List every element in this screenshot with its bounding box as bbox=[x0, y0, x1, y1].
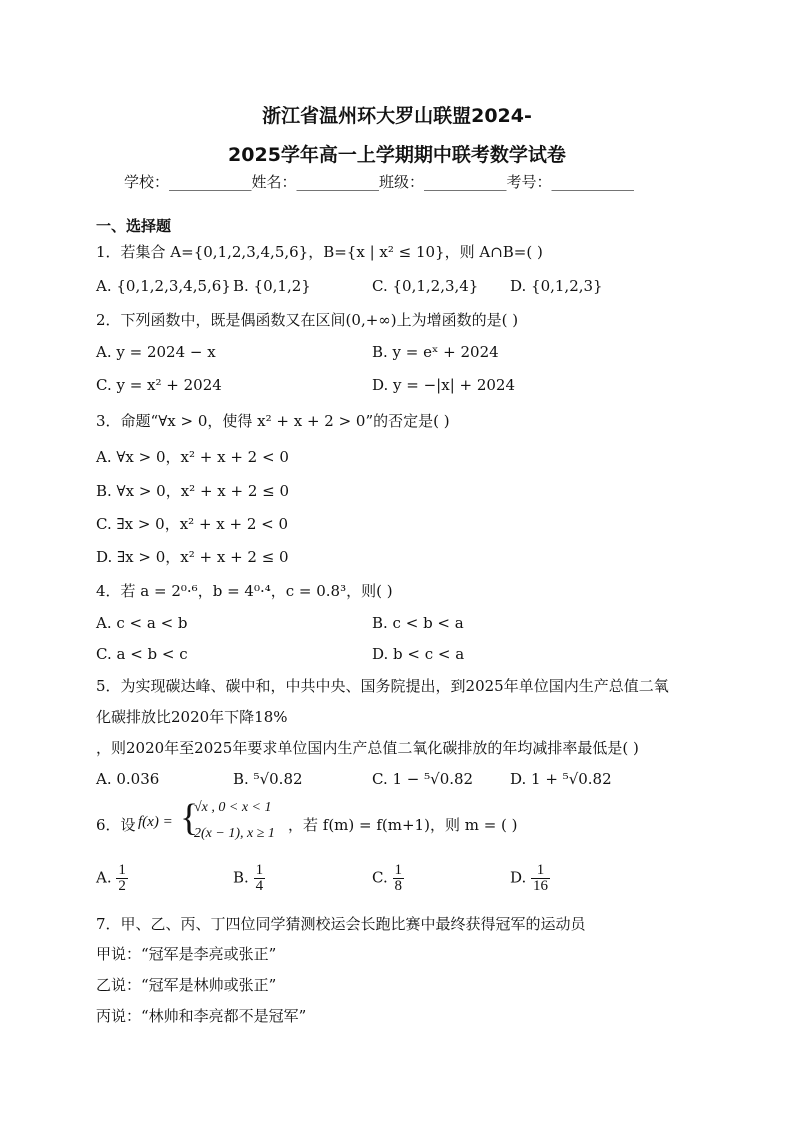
option-a-fraction bbox=[116, 863, 128, 894]
page-title-line2: 2025学年高一上学期期中联考数学试卷 bbox=[228, 144, 566, 166]
option-d-numerator: 1 bbox=[531, 863, 550, 879]
question-1-option-d: D. {0,1,2,3} bbox=[510, 277, 603, 295]
question-1-option-b: B. {0,1,2} bbox=[233, 277, 311, 295]
question-5-option-b: B. ⁵√0.82 bbox=[233, 770, 303, 788]
question-3-option-c: C. ∃x > 0，x² + x + 2 < 0 bbox=[96, 515, 289, 533]
piecewise-brace: { bbox=[180, 797, 199, 839]
question-2-option-c: C. y = x² + 2024 bbox=[96, 376, 222, 394]
question-4-option-d: D. b < c < a bbox=[372, 645, 465, 663]
question-4-option-b: B. c < b < a bbox=[372, 614, 464, 632]
option-c-fraction bbox=[393, 863, 405, 894]
question-4-option-c: C. a < b < c bbox=[96, 645, 188, 663]
question-5-stem-line1: 5．为实现碳达峰、碳中和，中共中央、国务院提出，到2025年单位国内生产总值二氧 bbox=[96, 677, 669, 695]
question-6-case-1: √x , 0 < x < 1 bbox=[194, 800, 272, 815]
question-4-option-a: A. c < a < b bbox=[96, 614, 188, 632]
question-2-stem: 2．下列函数中，既是偶函数又在区间(0,+∞)上为增函数的是( ) bbox=[96, 311, 519, 329]
question-7-statement-bing: 丙说：“林帅和李亮都不是冠军” bbox=[96, 1007, 307, 1025]
option-c-label: C. bbox=[372, 868, 388, 887]
question-5-stem-line3: ，则2020年至2025年要求单位国内生产总值二氧化碳排放的年均减排率最低是( ) bbox=[96, 739, 639, 757]
question-6-prefix: 6．设 bbox=[96, 816, 136, 834]
question-2-option-a: A. y = 2024 − x bbox=[96, 343, 216, 361]
option-b-label: B. bbox=[233, 868, 249, 887]
question-6-function: f(x) = bbox=[138, 814, 173, 830]
option-b-numerator: 1 bbox=[255, 862, 264, 878]
question-5-option-a: A. 0.036 bbox=[96, 770, 160, 788]
question-7-statement-yi: 乙说：“冠军是林帅或张正” bbox=[96, 976, 277, 994]
question-2-option-b: B. y = eˣ + 2024 bbox=[372, 343, 499, 361]
page-title-line1: 浙江省温州环大罗山联盟2024- bbox=[262, 105, 532, 127]
question-3-stem: 3．命题“∀x > 0，使得 x² + x + 2 > 0”的否定是( ) bbox=[96, 412, 450, 430]
question-3-option-b: B. ∀x > 0，x² + x + 2 ≤ 0 bbox=[96, 482, 290, 500]
question-1-stem: 1．若集合 A={0,1,2,3,4,5,6}，B={x | x² ≤ 10}，则 A∩B=( ) bbox=[96, 243, 543, 261]
option-c-denominator: 8 bbox=[394, 878, 402, 894]
question-6-option-c bbox=[372, 863, 404, 894]
student-info-line: 学校：___________姓名：___________班级：___________考号：___________ bbox=[124, 173, 635, 191]
question-7-stem: 7．甲、乙、丙、丁四位同学猜测校运会长跑比赛中最终获得冠军的运动员 bbox=[96, 915, 586, 933]
question-1-option-c: C. {0,1,2,3,4} bbox=[372, 277, 479, 295]
option-d-denominator: 16 bbox=[533, 878, 549, 894]
question-6-option-d bbox=[510, 863, 550, 894]
option-d-label: D. bbox=[510, 868, 527, 887]
question-7-statement-jia: 甲说：“冠军是李亮或张正” bbox=[96, 945, 277, 963]
option-a-denominator: 2 bbox=[118, 878, 126, 894]
option-d-fraction bbox=[531, 863, 550, 894]
question-6-option-a bbox=[96, 863, 128, 894]
question-5-stem-line2: 化碳排放比2020年下降18% bbox=[96, 708, 288, 726]
question-2-option-d: D. y = −|x| + 2024 bbox=[372, 376, 516, 394]
option-c-numerator: 1 bbox=[394, 862, 402, 878]
question-3-option-a: A. ∀x > 0，x² + x + 2 < 0 bbox=[96, 448, 289, 466]
option-b-fraction bbox=[254, 863, 266, 894]
option-a-label: A. bbox=[96, 868, 112, 887]
question-6-option-b bbox=[233, 863, 265, 894]
section-heading: 一、选择题 bbox=[96, 217, 172, 235]
question-6-suffix: ，若 f(m) = f(m+1)，则 m = ( ) bbox=[288, 816, 518, 834]
question-5-option-c: C. 1 − ⁵√0.82 bbox=[372, 770, 474, 788]
option-a-numerator: 1 bbox=[118, 862, 126, 878]
option-b-denominator: 4 bbox=[255, 878, 264, 894]
question-5-option-d: D. 1 + ⁵√0.82 bbox=[510, 770, 612, 788]
question-4-stem: 4．若 a = 2⁰·⁶，b = 4⁰·⁴，c = 0.8³，则( ) bbox=[96, 582, 393, 600]
question-1-option-a: A. {0,1,2,3,4,5,6} bbox=[96, 277, 231, 295]
question-3-option-d: D. ∃x > 0，x² + x + 2 ≤ 0 bbox=[96, 548, 289, 566]
question-6-case-2: 2(x − 1), x ≥ 1 bbox=[194, 826, 275, 841]
